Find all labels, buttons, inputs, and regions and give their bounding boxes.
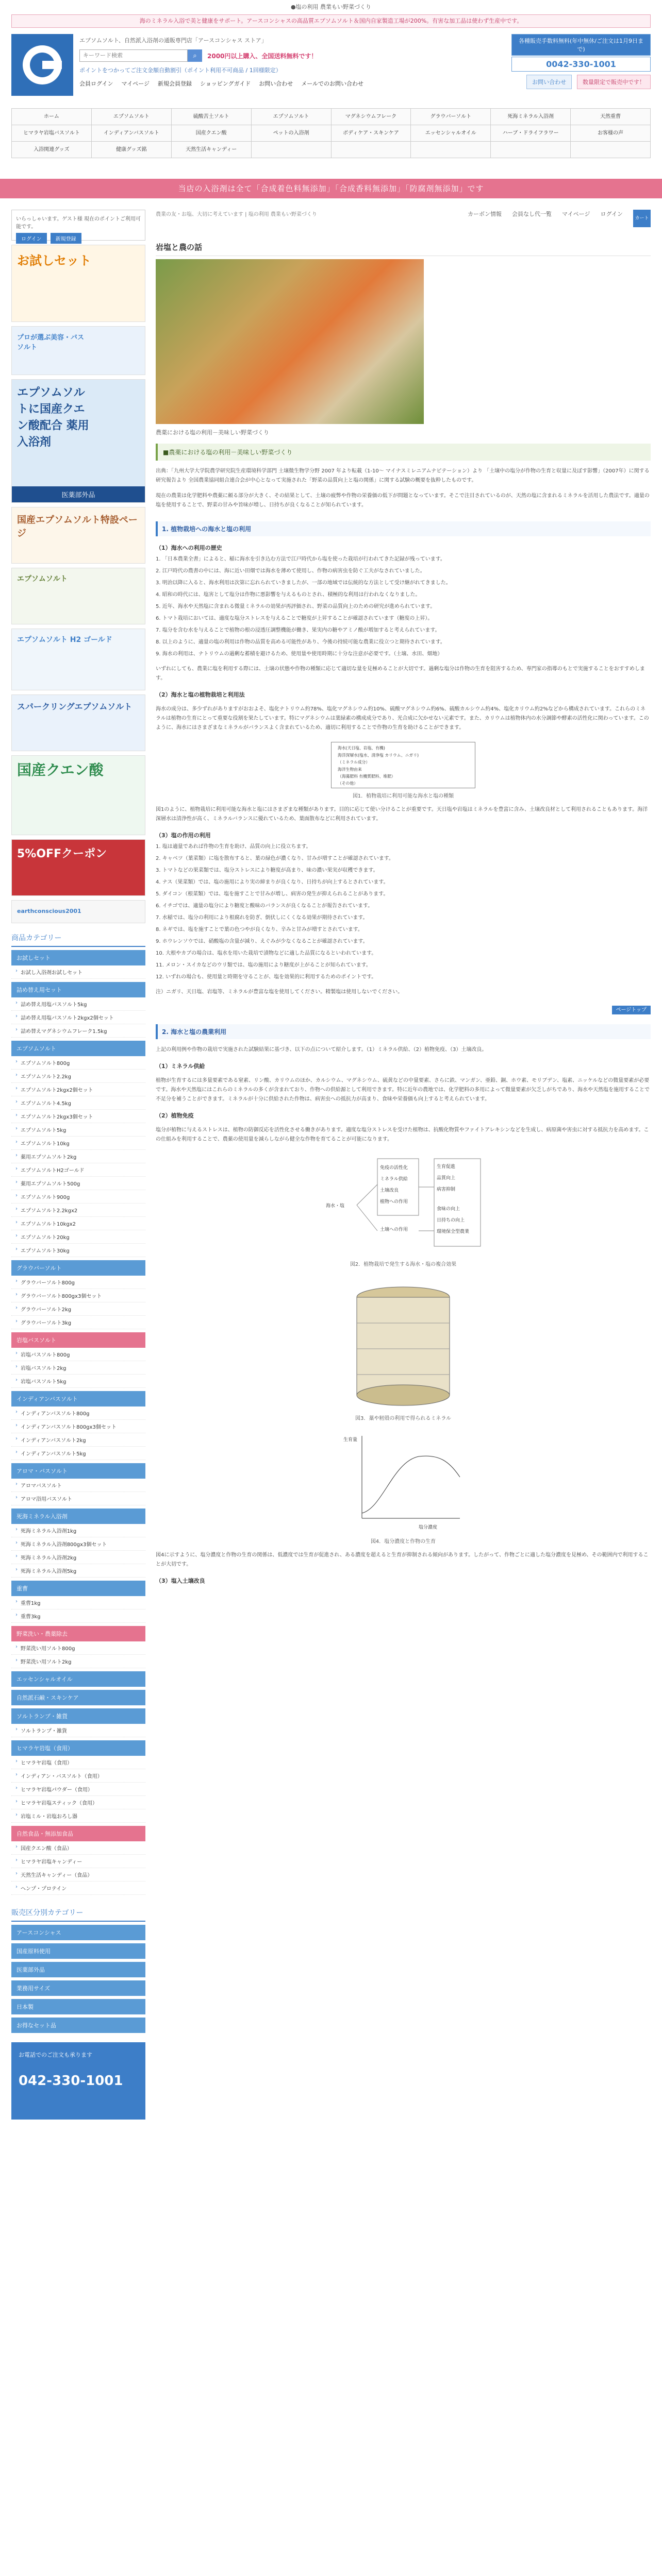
- category-item[interactable]: › アロマ浴用バスソルト: [11, 1492, 145, 1505]
- category-item[interactable]: › エプソムソルト5kg: [11, 1123, 145, 1137]
- category-item[interactable]: › エプソムソルト2.2kgx2: [11, 1204, 145, 1217]
- maker-category-item[interactable]: アースコンシャス: [11, 1925, 145, 1940]
- list-item: 8. 以上のように、適量の塩の利用は作物の品質を高める可能性があり、今後の持続可能な農業に役立つと期待されています。: [156, 639, 445, 645]
- category-item[interactable]: › 天然生活キャンディー（食品）: [11, 1868, 145, 1882]
- diagram-label: ミネラル供給: [380, 1177, 408, 1182]
- category-item[interactable]: › 国産クエン酸（食品）: [11, 1841, 145, 1855]
- list-item: 2. 江戸時代の農書の中には、海に近い田畑では海水を薄めて使用し、作物の病害虫を防ぐ工夫がなされていました。: [156, 568, 425, 574]
- diagram-label: 食味の向上: [437, 1207, 460, 1212]
- category-item[interactable]: › ヒマラヤ岩塩（食用）: [11, 1756, 145, 1769]
- nav-item[interactable]: [411, 142, 491, 158]
- category-item[interactable]: › グラウバーソルト800gx3個セット: [11, 1289, 145, 1302]
- effects-list: [156, 842, 651, 981]
- mypage-link[interactable]: マイページ: [121, 80, 150, 87]
- category-item[interactable]: › グラウバーソルト3kg: [11, 1316, 145, 1329]
- business-hours: 各種販売手数料無料(年中無休/ご注文は1月9日まで): [511, 34, 651, 56]
- diagram-label: （その他）: [337, 781, 358, 786]
- epsom-salt-banner[interactable]: [11, 568, 145, 624]
- category-item[interactable]: › エプソムソルト10kg: [11, 1137, 145, 1150]
- banner-label: お試しセット: [17, 253, 91, 268]
- instagram-banner[interactable]: [11, 900, 145, 923]
- sidebar-login-button[interactable]: ログイン: [16, 233, 47, 244]
- header-buttons: [393, 75, 651, 89]
- category-heading[interactable]: エプソムソルト: [11, 1041, 145, 1056]
- banner-label: スパークリングエプソムソルト: [17, 702, 133, 711]
- epsom-h2-gold-banner[interactable]: [11, 629, 145, 690]
- straw-compost-diagram: [336, 1277, 470, 1411]
- list-item: 5. ダイコン（根菜類）では、塩を施すことで甘みが増し、病害の発生が抑えられることがあります。: [156, 891, 389, 897]
- combined-effects-diagram: [305, 1154, 501, 1257]
- maker-category-item[interactable]: 国産原料使用: [11, 1943, 145, 1959]
- category-item[interactable]: › エプソムソルト2kgx3個セット: [11, 1110, 145, 1123]
- trial-set-banner[interactable]: [11, 245, 145, 322]
- history-list: [156, 555, 651, 658]
- subsection-heading: （3）塩の作用の利用: [156, 832, 211, 839]
- category-item[interactable]: › お試し入浴剤お試しセット: [11, 965, 145, 979]
- list-item: 7. 塩分を含む水を与えることで植物の根の浸透圧調整機能が働き、果実内の糖やアミノ酸が増加すると考えられています。: [156, 628, 440, 633]
- quick-links: [79, 79, 368, 88]
- category-item[interactable]: › エプソムソルト4.5kg: [11, 1096, 145, 1110]
- category-item[interactable]: › 死海ミネラル入浴剤800gx3個セット: [11, 1537, 145, 1551]
- diagram-label: 海洋深層水(塩水、清浄塩 カリウム、ニガリ): [337, 753, 419, 758]
- banner-label: エプソムソルトに国産クエン酸配合 薬用入浴剤: [17, 386, 89, 449]
- category-heading[interactable]: 自然食品・無添加食品: [11, 1826, 145, 1841]
- category-item[interactable]: › インディアン・バスソルト（食用）: [11, 1769, 145, 1783]
- figure-caption: 図4．塩分濃度と作物の生育: [370, 1539, 436, 1545]
- category-heading[interactable]: インディアンバスソルト: [11, 1391, 145, 1406]
- banner-label: 国産クエン酸: [17, 761, 104, 778]
- sparkling-epsom-banner[interactable]: [11, 694, 145, 751]
- salinity-growth-chart: [341, 1431, 465, 1534]
- category-item[interactable]: › アロマバスソルト: [11, 1479, 145, 1492]
- category-heading[interactable]: お試しセット: [11, 950, 145, 965]
- category-item[interactable]: › 岩塩バスソルト2kg: [11, 1361, 145, 1375]
- phone-number[interactable]: 0042-330-1001: [511, 57, 651, 72]
- category-item[interactable]: › エプソムソルト10kgx2: [11, 1217, 145, 1230]
- intro-paragraph: 出典：「九州大学大学院農学研究院生産環境科学部門 土壌微生物学分野 2007 年より転載（1-10～ マイナスミレニアムナビテーション）より 「土壌中の塩分が作物の生育と収量に及ぼす影響」（2007年）に関する研究報告より 全国農業協同組合連合会が中心となって実施された「野菜の品質向上と塩の関係」に関する試験の概要を抜粋したものです。: [156, 468, 650, 483]
- tab-members[interactable]: 会員なし代一覧: [511, 211, 552, 217]
- diagram-label: 日持ちの向上: [437, 1218, 465, 1223]
- category-item[interactable]: › エプソムソルト20kg: [11, 1230, 145, 1244]
- salt-types-diagram: [331, 742, 475, 788]
- additive-free-band: 当店の入浴剤は全て「合成着色料無添加」「合成香料無添加」「防腐剤無添加」です: [0, 179, 662, 198]
- category-item[interactable]: › 薬用エプソムソルト500g: [11, 1177, 145, 1190]
- category-item[interactable]: › 詰め替え用塩バスソルト2kgx2個セット: [11, 1011, 145, 1024]
- nav-item[interactable]: 国産クエン酸: [172, 125, 252, 142]
- paragraph: 上記の利用例や作物の栽培で実施された試験結果に基づき、以下の点について紹介します。（1）ミネラル供給、（2）植物免疫、（3）土壌改良。: [156, 1047, 487, 1053]
- category-item[interactable]: › グラウバーソルト2kg: [11, 1302, 145, 1316]
- nav-item[interactable]: ホーム: [12, 109, 92, 125]
- category-item[interactable]: › エプソムソルト2.2kg: [11, 1070, 145, 1083]
- nav-item[interactable]: ハーブ・ドライフラワー: [491, 125, 571, 142]
- list-item: 1. 塩は適量であれば作物の生育を助け、品質の向上に役立ちます。: [156, 844, 311, 850]
- category-heading[interactable]: ヒマラヤ岩塩（食用）: [11, 1740, 145, 1756]
- diagram-label: 植物への作用: [380, 1199, 408, 1205]
- sidebar: [11, 210, 145, 2120]
- category-heading[interactable]: ソルトランプ・雑貨: [11, 1708, 145, 1724]
- paragraph: いずれにしても、農業に塩を利用する際には、土壌の状態や作物の種類に応じて適切な量を見極めることが大切です。過剰な塩分は作物の生育を阻害するため、専門家の指導のもとで実施することをおすすめします。: [156, 666, 645, 681]
- category-heading[interactable]: エッセンシャルオイル: [11, 1671, 145, 1687]
- paragraph: 図4に示すように、塩分濃度と作物の生育の関係は、低濃度では生育が促進され、ある濃度を超えると生育が抑制される傾向があります。したがって、作物ごとに適した塩分濃度を見極め、その範囲内で利用することが大切です。: [156, 1552, 649, 1567]
- page-title: 岩塩と農の話: [156, 242, 651, 256]
- category-item[interactable]: › 薬用エプソムソルト2kg: [11, 1150, 145, 1163]
- category-item[interactable]: › ヘンプ・プロテイン: [11, 1882, 145, 1895]
- nav-item[interactable]: [491, 142, 571, 158]
- category-item[interactable]: › エプソムソルトH2ゴールド: [11, 1163, 145, 1177]
- list-item: 8. ネギでは、塩を施すことで葉の色つやが良くなり、辛みと甘みが増すとされています。: [156, 927, 363, 933]
- banner-sublabel: 医薬部外品: [12, 486, 145, 502]
- top-caption: ●塩の利用 農業もい野菜づくり: [290, 4, 372, 10]
- list-item: 6. トマト栽培においては、適度な塩分ストレスを与えることで糖度が上昇することが確認されています（糖度の上昇）。: [156, 616, 433, 621]
- intro-paragraph-2: 現在の農業は化学肥料や農薬に頼る部分が大きく、その結果として、土壌の疲弊や作物の栄養価の低下が問題となっています。そこで注目されているのが、天然の塩に含まれるミネラルを活用した農法です。適量の塩を使用することで、野菜の甘みや旨味が増し、日持ちが良くなることが知られています。: [156, 493, 650, 508]
- maker-category-list: [11, 1925, 145, 2033]
- nav-item[interactable]: 入浴関連グッズ: [12, 142, 92, 158]
- figure-caption: 図3．藁や籾殻の利用で得られるミネラル: [355, 1416, 452, 1421]
- login-status: いらっしゃいます。ゲスト様 現在のポイントご利用可能です。: [16, 216, 141, 230]
- diagram-label: 環境保全型農業: [437, 1229, 470, 1234]
- figure-caption: 図1．植物栽培に利用可能な海水と塩の種類: [352, 793, 454, 799]
- limited-sale-button[interactable]: 数量限定で販売中です！: [577, 75, 651, 89]
- subsection-heading: （1）海水への利用の歴史: [156, 545, 222, 551]
- coupon-banner[interactable]: [11, 839, 145, 896]
- category-item[interactable]: › 重曹3kg: [11, 1609, 145, 1623]
- banner-label: 5%OFFクーポン: [17, 848, 107, 860]
- category-item[interactable]: › 岩塩ミル・岩塩おろし器: [11, 1809, 145, 1823]
- nav-item[interactable]: ボディケア・スキンケア: [332, 125, 411, 142]
- category-item[interactable]: › 岩塩バスソルト800g: [11, 1348, 145, 1361]
- nav-item[interactable]: 硫酸苦土ソルト: [172, 109, 252, 125]
- diagram-label: 海水・塩: [326, 1204, 345, 1209]
- list-item: 11. メロン・スイカなどのウリ類では、塩の施用により糖度が上がることが知られています。: [156, 962, 371, 968]
- paragraph: 植物が生育するには多量要素である窒素、リン酸、カリウムのほか、カルシウム、マグネシウム、硫黄などの中量要素、さらに鉄、マンガン、亜鉛、銅、ホウ素、モリブデン、塩素、ニッケルなどの微量要素が必要です。海水や天然塩にはこれらのミネラルの多くが含まれており、作物への供給源として利用できます。特に近年の農地では、化学肥料の多用によって微量要素が欠乏しがちであり、海水や天然塩を施用することで不足分を補うことができます。ミネラルが十分に供給された作物は、病害虫への抵抗力が高まり、食味や栄養価も向上すると考えられています。: [156, 1078, 650, 1102]
- banner-label: 国産エプソムソルト特設ページ: [17, 515, 138, 539]
- nav-item[interactable]: マグネシウムフレーク: [332, 109, 411, 125]
- site-logo[interactable]: [11, 34, 73, 96]
- cart-button[interactable]: カート: [633, 210, 651, 227]
- search-icon[interactable]: ⌕: [188, 49, 202, 62]
- login-link[interactable]: 会員ログイン: [79, 80, 113, 87]
- category-item[interactable]: › エプソムソルト800g: [11, 1056, 145, 1070]
- diagram-label: 土壌改良: [380, 1188, 399, 1193]
- maker-category-item[interactable]: お得なセット品: [11, 2018, 145, 2033]
- search-input[interactable]: [79, 49, 188, 62]
- notice-bar[interactable]: 海のミネラル入浴で美と健康をサポート。アースコンシャスの高品質エプソムソルト＆国内自家製造工場が200%。有害な加工品は使わず生産中です。: [11, 14, 651, 28]
- banner-label: エプソムソルト: [17, 575, 68, 583]
- nav-item[interactable]: エッセンシャルオイル: [411, 125, 491, 142]
- nav-item[interactable]: ヒマラヤ岩塩バスソルト: [12, 125, 92, 142]
- category-item[interactable]: › 死海ミネラル入浴剤5kg: [11, 1564, 145, 1578]
- sidebar-register-button[interactable]: 新規登録: [51, 233, 81, 244]
- category-item[interactable]: › ヒマラヤ岩塩パウダー（食用）: [11, 1783, 145, 1796]
- header-center: [79, 34, 368, 105]
- contact-button[interactable]: お問い合わせ: [526, 75, 572, 89]
- list-item: 6. イチゴでは、適量の塩分により糖度と酸味のバランスが良くなることが報告されています。: [156, 903, 373, 909]
- x-axis-label: 塩分濃度: [419, 1525, 438, 1530]
- category-item[interactable]: › 野菜洗い用ソルト800g: [11, 1641, 145, 1655]
- nav-item[interactable]: ペットの入浴剤: [252, 125, 332, 142]
- nav-item[interactable]: エプソムソルト: [92, 109, 172, 125]
- subsection-heading: （1）ミネラル供給: [156, 1063, 205, 1070]
- tab-mypage[interactable]: マイページ: [561, 211, 590, 217]
- diagram-label: 免疫の活性化: [380, 1165, 408, 1171]
- category-item[interactable]: › エプソムソルト30kg: [11, 1244, 145, 1257]
- nav-item[interactable]: お客様の声: [571, 125, 651, 142]
- list-item: 1. 「日本農業全書」によると、稲に海水を引き込む方法で江戸時代から塩を使った栽培が行われてきた記録が残っています。: [156, 556, 445, 562]
- beauty-salt-banner[interactable]: [11, 326, 145, 375]
- maker-category-item[interactable]: 日本製: [11, 1999, 145, 2014]
- subsection-heading: （3）塩入土壌改良: [156, 1578, 205, 1584]
- maker-category-item[interactable]: 医薬部外品: [11, 1962, 145, 1977]
- tab-login[interactable]: ログイン: [600, 211, 623, 217]
- category-item[interactable]: › 死海ミネラル入浴剤1kg: [11, 1524, 145, 1537]
- category-item[interactable]: › インディアンバスソルト5kg: [11, 1447, 145, 1460]
- category-item[interactable]: › ヒマラヤ岩塩スティック（食用）: [11, 1796, 145, 1809]
- category-item[interactable]: › ヒマラヤ岩塩キャンディー: [11, 1855, 145, 1868]
- nav-item[interactable]: インディアンバスソルト: [92, 125, 172, 142]
- list-item: 12. いずれの場合も、使用量と時期を守ることが、塩を効果的に利用するためのポイントです。: [156, 974, 377, 980]
- y-axis-label: 生育量: [343, 1437, 358, 1443]
- nav-item[interactable]: 天然重曹: [571, 109, 651, 125]
- diagram-label: 品質向上: [437, 1176, 456, 1181]
- list-item: 10. 大根やカブの場合は、塩水を用いた栽培で漬物などに適した品質になるといわれています。: [156, 951, 377, 956]
- list-item: 3. 明治以降に入ると、海水利用は次第に忘れられていきましたが、一部の地域では伝統的な方法として受け継がれてきました。: [156, 580, 451, 586]
- search-row: [79, 49, 368, 62]
- nav-item[interactable]: [571, 142, 651, 158]
- list-item: 4. 昭和の時代には、塩害として塩分は作物に悪影響を与えるものとされ、積極的な利用は行われなくなりました。: [156, 592, 421, 598]
- vegetables-photo: [156, 259, 424, 424]
- nav-item[interactable]: 天然生活キャンディー: [172, 142, 252, 158]
- phone-order-text: お電話でのご注文も承ります: [19, 2052, 92, 2058]
- category-item[interactable]: › 野菜洗い用ソルト2kg: [11, 1655, 145, 1668]
- category-item[interactable]: › インディアンバスソルト800g: [11, 1406, 145, 1420]
- category-item[interactable]: › エプソムソルト900g: [11, 1190, 145, 1204]
- diagram-label: （海藻肥料 有機質肥料、堆肥）: [337, 774, 395, 779]
- category-item[interactable]: › 死海ミネラル入浴剤2kg: [11, 1551, 145, 1564]
- nav-item[interactable]: 死海ミネラル入浴剤: [491, 109, 571, 125]
- category-heading[interactable]: 死海ミネラル入浴剤: [11, 1509, 145, 1524]
- subsection-heading: （2）海水と塩の植物栽培と利用法: [156, 691, 245, 698]
- nav-item[interactable]: グラウバーソルト: [411, 109, 491, 125]
- citric-acid-banner[interactable]: [11, 755, 145, 835]
- category-heading[interactable]: 野菜洗い・農薬除去: [11, 1626, 145, 1641]
- category-heading[interactable]: 詰め替え用セット: [11, 982, 145, 997]
- banner-label: エプソムソルト H2 ゴールド: [17, 636, 112, 644]
- diagram-label: （ミネラル成分）: [337, 760, 370, 765]
- nav-item[interactable]: [332, 142, 411, 158]
- subheading: ■農薬における塩の利用－美味しい野菜づくり: [156, 444, 651, 461]
- back-to-top: [156, 1005, 651, 1013]
- list-item: 4. ナス（果菜類）では、塩の施用により実の締まりが良くなり、日持ちが向上するとされています。: [156, 879, 389, 885]
- figure-caption: 図2．植物栽培で発生する海水・塩の複合効果: [350, 1262, 457, 1267]
- paragraph: 海水の成分は、多少ずれがありますがおおよそ、塩化ナトリウム約78%、塩化マグネシウム約10%、硫酸マグネシウム約6%、硫酸カルシウム約4%、塩化カリウム約2%などから構成されています。これらのミネラルは植物の生育にとって重要な役割を果たしています。特にマグネシウムは葉緑素の構成成分であり、光合成に欠かせない元素です。また、カリウムは植物体内の水分調節や酵素の活性化に関わっています。このように、海水にはさまざまなミネラルがバランスよく含まれているため、適切に利用することで作物の生育を助けることができます。: [156, 706, 649, 731]
- hero-caption: 農薬における塩の利用－美味しい野菜づくり: [156, 429, 269, 436]
- register-link[interactable]: 新規会員登録: [158, 80, 192, 87]
- category-heading[interactable]: 重曹: [11, 1581, 145, 1596]
- back-to-top-button[interactable]: ページトップ: [612, 1006, 651, 1014]
- category-item[interactable]: › インディアンバスソルト2kg: [11, 1433, 145, 1447]
- paragraph: 塩分が植物に与えるストレスは、植物の防御反応を活性化させる働きがあります。適度な塩分ストレスを受けた植物は、抗酸化物質やファイトアレキシンなどを生成し、病原菌や害虫に対する抵抗力を高めます。この仕組みを利用することで、農薬の使用量を減らしながら健全な作物を育てることが可能になります。: [156, 1127, 649, 1142]
- list-item: 9. ホウレンソウでは、硝酸塩の含量が減り、えぐみが少なくなることが確認されています。: [156, 939, 368, 944]
- guide-link[interactable]: ショッピングガイド: [200, 80, 251, 87]
- maker-category-title: 販売区分別カテゴリー: [11, 1907, 145, 1922]
- list-item: 7. 水稲では、塩分の利用により根腐れを防ぎ、倒伏しにくくなる効果が期待されています。: [156, 915, 368, 921]
- phone-order-number: 042-330-1001: [19, 2073, 123, 2089]
- maker-category-item[interactable]: 業務用サイズ: [11, 1980, 145, 1996]
- category-item[interactable]: › 岩塩バスソルト5kg: [11, 1375, 145, 1388]
- diagram-label: 海水(天日塩、岩塩、有機): [337, 745, 385, 751]
- category-item[interactable]: › グラウバーソルト800g: [11, 1276, 145, 1289]
- category-heading[interactable]: アロマ・バスソルト: [11, 1463, 145, 1479]
- note-paragraph: 注）ニガリ、天日塩、岩塩等、ミネラルが豊富な塩を使用してください。精製塩は使用しないでください。: [156, 989, 403, 995]
- diagram-label: 土壌への作用: [380, 1227, 408, 1232]
- medicated-bath-banner[interactable]: [11, 379, 145, 503]
- site-header: [0, 28, 662, 105]
- login-buttons: [16, 233, 141, 244]
- domestic-epsom-banner[interactable]: [11, 507, 145, 564]
- paragraph: 図1のように、植物栽培に利用可能な海水と塩にはさまざまな種類があります。目的に応じて使い分けることが重要です。天日塩や岩塩はミネラルを豊富に含み、土壌改良材として利用されることもあります。海洋深層水は清浄性が高く、ミネラルバランスに優れているため、葉面散布などに利用されています。: [156, 807, 648, 822]
- section-heading: 2. 海水と塩の農業利用: [156, 1024, 651, 1039]
- list-item: 5. 近年、海水や天然塩に含まれる微量ミネラルの効果が再評価され、野菜の品質向上のための研究が進められています。: [156, 604, 436, 609]
- category-heading[interactable]: 岩塩バスソルト: [11, 1332, 145, 1348]
- nav-item[interactable]: エプソムソルト: [252, 109, 332, 125]
- list-item: 3. トマトなどの果菜類では、塩分ストレスにより糖度が高まり、味の濃い果実が収穫できます。: [156, 868, 378, 873]
- header-right: [393, 34, 651, 105]
- section-heading: 1. 植物栽培への海水と塩の利用: [156, 521, 651, 536]
- points-notice: ポイントをつかってご注文金額自動割引（ポイント利用不可商品 / 1回様限定）: [79, 67, 282, 74]
- banner-label: プロが選ぶ美容・バスソルト: [17, 334, 85, 351]
- category-item[interactable]: › ソルトランプ・雑貨: [11, 1724, 145, 1737]
- category-heading[interactable]: 自然派石鹸・スキンケア: [11, 1690, 145, 1705]
- diagram-label: 生育促進: [437, 1164, 456, 1170]
- login-box: [11, 210, 145, 241]
- main-body: [0, 210, 662, 2120]
- category-item[interactable]: › インディアンバスソルト800gx3個セット: [11, 1420, 145, 1433]
- breadcrumb[interactable]: 農業の友・お塩、大切に考えています | 塩の利用 農業もい野菜づくり: [156, 212, 317, 217]
- category-item[interactable]: › 詰め替えマグネシウムフレーク1.5kg: [11, 1024, 145, 1038]
- category-item[interactable]: › 詰め替え用塩バスソルト5kg: [11, 997, 145, 1011]
- mail-contact-link[interactable]: メールでのお問い合わせ: [301, 80, 364, 87]
- free-shipping-promo: 2000円以上購入、全国送料無料です！: [207, 52, 318, 60]
- list-item: 2. キャベツ（葉菜類）に塩を散布すると、葉の緑色が濃くなり、甘みが増すことが確認されています。: [156, 856, 394, 861]
- tab-carbon[interactable]: カーボン情報: [467, 211, 502, 217]
- list-item: 9. 海水の利用は、ナトリウムの過剰な蓄積を避けるため、使用量や使用時期に十分な注意が必要です。（土壌、水田、畑地）: [156, 651, 443, 657]
- banner-label: earthconscious2001: [17, 908, 81, 914]
- category-heading[interactable]: グラウバーソルト: [11, 1260, 145, 1276]
- category-item[interactable]: › エプソムソルト2kgx2個セット: [11, 1083, 145, 1096]
- nav-item[interactable]: [252, 142, 332, 158]
- site-tagline: エプソムソルト、自然派入浴剤の通販専門店「アースコンシャス ストア」: [79, 37, 267, 44]
- global-nav: [11, 108, 651, 158]
- nav-item[interactable]: 健康グッズ銘: [92, 142, 172, 158]
- phone-order-banner[interactable]: [11, 2042, 145, 2120]
- category-list: [11, 950, 145, 1895]
- category-item[interactable]: › 重曹1kg: [11, 1596, 145, 1609]
- subsection-heading: （2）植物免疫: [156, 1112, 194, 1119]
- diagram-label: 病害抑制: [437, 1187, 456, 1192]
- category-title: 商品カテゴリー: [11, 933, 145, 947]
- contact-link[interactable]: お問い合わせ: [259, 80, 293, 87]
- diagram-label: 海洋生物由来: [337, 767, 362, 772]
- main-content: [156, 210, 651, 2120]
